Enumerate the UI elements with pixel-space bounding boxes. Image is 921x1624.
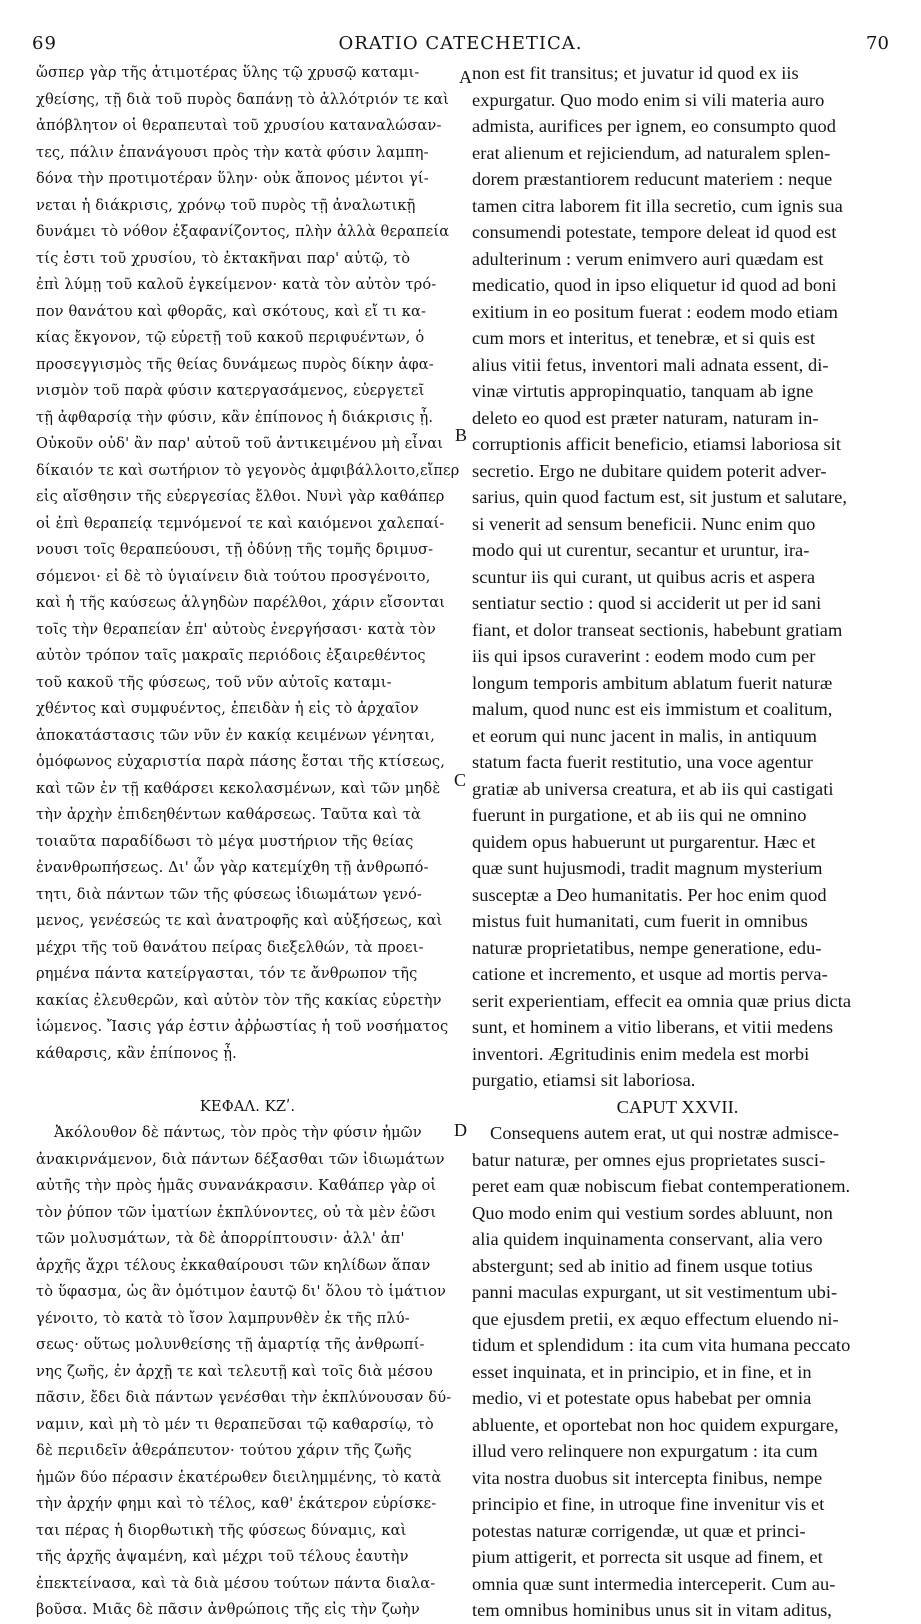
text-line: vinæ virtutis appropinquatio, tanquam ab igne — [472, 381, 814, 401]
text-line: et eorum qui nunc jacent in malis, in antiquum — [472, 725, 818, 746]
text-line: δίκαιόν τε καὶ σωτήριον τὸ γεγονὸς ἀμφιβάλλοιτο,εἴπερ — [36, 461, 460, 479]
text-line: principio et fine, in utroque fine invenitur vis et — [472, 1494, 825, 1514]
text-line: susceptæ a Deo humanitatis. Per hoc enim quod — [472, 884, 827, 905]
text-line: quidem opus habuerunt ut purgarentur. Hæc et — [472, 831, 816, 852]
text-line: προσεγγισμὸς τῆς θείας δυνάμεως πυρὸς δίκην ἀφα- — [36, 355, 434, 373]
spacer — [36, 1067, 459, 1094]
text-line: χθέντος καὶ συμφυέντος, ἐπειδὰν ἡ εἰς τὸ ἀρχαῖον — [36, 700, 419, 717]
text-line: modo qui ut curentur, secantur et uruntur, ira- — [472, 540, 810, 560]
text-line: que ejusdem pretii, ex æquo effectum eluendo ni- — [472, 1308, 839, 1329]
text-line: sentiatur sectio : quod si acciderit ut per id sani — [472, 593, 822, 613]
text-line: νης ζωῆς, ἐν ἀρχῇ τε καὶ τελευτῇ καὶ τοῖς διὰ μέσου — [36, 1362, 433, 1380]
page-header — [0, 0, 921, 56]
text-line: τίς ἐστι τοῦ χρυσίου, τὸ ἐκτακῆναι παρ' αὐτῷ, τὸ — [36, 249, 411, 267]
text-line: Quo modo enim qui vestium sordes abluunt, non — [472, 1202, 833, 1223]
text-line: ἰώμενος. Ἴασις γάρ ἐστιν ἀῤῥωστίας ἡ τοῦ νοσήματος — [36, 1018, 449, 1035]
page-number-right: 70 — [866, 33, 889, 54]
text-line: inventori. Ægritudinis enim medela est morbi — [472, 1043, 810, 1064]
text-line: potestas naturæ corrigendæ, ut quæ et princi- — [472, 1520, 806, 1541]
text-line: ὥσπερ γὰρ τῆς ἀτιμοτέρας ὕλης τῷ χρυσῷ καταμι- — [36, 64, 420, 81]
chapter-heading: ΚΕΦΑΛ. ΚΖʹ. — [199, 1097, 296, 1115]
text-line: cum mors et interitus, et tenebræ, et si quis est — [472, 328, 816, 348]
text-line: deleto eo quod est præter naturam, naturam in- — [472, 407, 819, 428]
text-line: ται πέρας ἡ διορθωτικὴ τῆς φύσεως δύναμις, καὶ — [36, 1521, 407, 1539]
text-line: tidum et splendidum : ita cum vita humana peccato — [472, 1335, 851, 1355]
text-line: esset inquinata, et in principio, et in fine, et in — [472, 1361, 812, 1382]
text-line: νισμὸν τοῦ παρὰ φύσιν κατεργασάμενος, εὐεργετεῖ — [36, 382, 425, 399]
text-line: σόμενοι· εἰ δὲ τὸ ὑγιαίνειν διὰ τούτου προσγένοιτο, — [36, 567, 431, 585]
text-line: medicatio, quod in ipso eliquetur id quod ad boni — [472, 275, 837, 295]
page-number-left: 69 — [32, 33, 57, 54]
text-line: ἀνακιρνάμενον, διὰ πάντων δέξασθαι τῶν ἰδιωμάτων — [36, 1150, 445, 1168]
text-line: τὸν ῥύπον τῶν ἱματίων ἐκπλύνοντες, οὐ τὰ μὲν ἐῶσι — [36, 1203, 437, 1221]
text-line: alius vitii fetus, inventori mali adnata essent, di- — [472, 354, 829, 375]
margin-marker-c: C — [454, 770, 467, 790]
text-line: omnia quæ sunt intermedia interceperit. Cum au- — [472, 1573, 836, 1594]
margin-marker-d: D — [454, 1120, 467, 1140]
text-line: οἱ ἐπὶ θεραπείᾳ τεμνόμενοί τε καὶ καιόμενοι χαλεπαί- — [36, 514, 445, 532]
text-line: δὲ περιιδεῖν ἀθεράπευτον· τούτου χάριν τῆς ζωῆς — [36, 1442, 412, 1459]
text-line: ὁμόφωνος εὐχαριστία παρὰ πάσης ἔσται τῆς κτίσεως, — [36, 753, 446, 770]
text-line: fiant, et dolor transeat sectionis, habebunt gratiam — [472, 619, 843, 640]
text-line: δόνα τὴν προτιμοτέραν ὕλην· οὐκ ἄπονος μέντοι γί- — [36, 170, 429, 187]
text-line: κίας ἔκγονον, τῷ εὑρετῇ τοῦ κακοῦ περιφυέντων, ὁ — [36, 329, 425, 346]
running-title: ORATIO CATECHETICA. — [338, 33, 583, 54]
text-line: γένοιτο, τὸ κατὰ τὸ ἴσον λαμπρυνθὲν ἐκ τῆς πλύ- — [36, 1309, 410, 1327]
text-line: τοῖς τὴν θεραπείαν ἐπ' αὐτοὺς ἐνεργήσασι· κατὰ τὸν — [36, 620, 436, 638]
text-line: serit experientiam, effecit ea omnia quæ prius dicta — [472, 990, 852, 1011]
text-line: panni maculas expurgant, ut sit vestimentum ubi- — [472, 1282, 838, 1302]
text-line: tamen citra laborem fit illa secretio, cum ignis sua — [472, 195, 843, 216]
text-line: ἡμῶν δύο πέρασιν ἑκατέρωθεν διειλημμένης, τὸ κατὰ — [36, 1468, 442, 1486]
text-line: ἐνανθρωπήσεως. Δι' ὧν γὰρ κατεμίχθη τῇ ἀνθρωπό- — [36, 859, 429, 876]
text-line: admista, aurifices per ignem, eo consumpto quod — [472, 116, 836, 136]
text-line: τὴν ἀρχήν φημι καὶ τὸ τέλος, καθ' ἑκάτερον εὑρίσκε- — [36, 1495, 437, 1512]
text-line: statum facta fuerit restitutio, una voce agentur — [472, 752, 813, 772]
text-line: alia quidem inquinamenta conservant, alia vero — [472, 1229, 823, 1249]
text-line: τὴν ἀρχὴν ἐπιδεηθέντων καθάρσεως. Ταῦτα καὶ τὰ — [36, 806, 422, 823]
text-line: Ἀκόλουθον δὲ πάντως, τὸν πρὸς τὴν φύσιν ἡμῶν — [54, 1124, 422, 1141]
text-line: μενος, γενέσεώς τε καὶ ἀνατροφῆς καὶ αὐξήσεως, καὶ — [36, 912, 443, 929]
text-line: expurgatur. Quo modo enim si vili materia auro — [472, 89, 825, 110]
text-line: σεως· οὕτως μολυνθείσης τῇ ἁμαρτίᾳ τῆς ἀνθρωπί- — [36, 1336, 425, 1353]
text-line: τητι, διὰ πάντων τῶν τῆς φύσεως ἰδιωμάτων γενό- — [36, 885, 423, 903]
text-line: καὶ τῶν ἐν τῇ καθάρσει κεκολασμένων, καὶ τῶν μηδὲ — [36, 779, 441, 797]
text-line: sunt, et hominem a vitio liberans, et vitii medens — [472, 1017, 834, 1037]
text-line: consumendi potestate, tempore deleat id quod est — [472, 222, 837, 242]
text-line: ἀρχῆς ἄχρι τέλους ἐκκαθαίρουσι τῶν κηλίδων ἅπαν — [36, 1256, 431, 1274]
text-line: τες, πάλιν ἐπανάγουσι πρὸς τὴν κατὰ φύσιν λαμπη- — [36, 143, 429, 161]
text-line: sarius, quin quod factum est, sit justum et salutare, — [472, 487, 847, 507]
text-line: exitium in eo positum fuerat : eodem modo etiam — [472, 301, 838, 322]
text-line: fuerunt in purgatione, et ab iis qui ne omnino — [472, 805, 807, 825]
text-line: non est fit transitus; et juvatur id quod ex iis — [472, 63, 799, 83]
text-line: gratiæ ab universa creatura, et ab iis qui castigati — [472, 778, 834, 799]
text-line: vita nostra duobus sit intercepta finibus, nempe — [472, 1467, 823, 1488]
text-line: ἐπὶ λύμῃ τοῦ καλοῦ ἐγκείμενον· κατὰ τὸν αὐτὸν τρό- — [36, 276, 437, 293]
text-line: batur naturæ, per omnes ejus proprietates susci- — [472, 1149, 826, 1170]
text-line: τοῦ κακοῦ τῆς φύσεως, τοῦ νῦν αὐτοῖς καταμι- — [36, 673, 392, 691]
chapter-heading: CAPUT XXVII. — [616, 1096, 739, 1117]
text-line: τῆς ἀρχῆς ἁψαμένη, καὶ μέχρι τοῦ τέλους ἑαυτὴν — [36, 1548, 409, 1565]
text-line: iis qui ipsos curaverint : eodem modo cum per — [472, 646, 816, 666]
text-line: εἰς αἴσθησιν τῆς εὐεργεσίας ἔλθοι. Νυνὶ γὰρ καθάπερ — [36, 488, 445, 505]
text-line: αὐτῆς τὴν πρὸς ἡμᾶς συνανάκρασιν. Καθάπερ γὰρ οἱ — [36, 1177, 437, 1194]
text-line: malum, quod nunc est eis immistum et coalitum, — [472, 699, 833, 719]
text-line: χθείσης, τῇ διὰ τοῦ πυρὸς δαπάνῃ τὸ ἀλλότριόν τε καὶ — [36, 90, 449, 108]
text-line: κάθαρσις, κἂν ἐπίπονος ᾖ. — [36, 1044, 237, 1062]
text-line: τῶν μολυσμάτων, τὰ δὲ ἀπορρίπτουσιν· ἀλλ' ἀπ' — [36, 1230, 405, 1247]
text-line: τὸ ὕφασμα, ὡς ἂν ὁμότιμον ἑαυτῷ δι' ὅλου τὸ ἱμάτιον — [36, 1283, 447, 1300]
text-line: ἀπόβλητον οἱ θεραπευταὶ τοῦ χρυσίου καταναλώσαν- — [36, 117, 442, 134]
text-line: pium attigerit, et porrecta sit usque ad finem, et — [472, 1547, 823, 1567]
text-line: νουσι τοῖς θεραπεύουσι, τῇ ὀδύνῃ τῆς τομῆς δριμυσ- — [36, 541, 434, 558]
greek-text-column — [36, 60, 459, 1624]
text-line: catione et incremento, et usque ad mortis perva- — [472, 964, 828, 984]
text-line: adulterinum : verum enimvero auri quædam est — [472, 248, 824, 269]
text-line: καὶ ἡ τῆς καύσεως ἀλγηδὼν παρέλθοι, χάριν εἴσονται — [36, 594, 446, 611]
text-line: abluente, et oportebat non hoc quidem expurgare, — [472, 1414, 839, 1435]
text-line: πον θανάτου καὶ φθορᾶς, καὶ σκότους, καὶ εἴ τι κα- — [36, 302, 427, 320]
text-line: si venerit ad sensum beneficii. Nunc enim quo — [472, 513, 816, 534]
text-line: peret eam quæ nobiscum fiebat contemperationem. — [472, 1176, 851, 1196]
text-line: τῇ ἀφθαρσίᾳ τὴν φύσιν, κἂν ἐπίπονος ἡ διάκρισις ᾖ. — [36, 408, 434, 426]
text-line: ναμιν, καὶ μὴ τὸ μέν τι θεραπεῦσαι τῷ καθαρσίῳ, τὸ — [36, 1415, 434, 1433]
text-line: mistus fuit humanitati, cum fuerit in omnibus — [472, 911, 808, 931]
text-line: Consequens autem erat, ut qui nostræ admisce- — [490, 1123, 840, 1143]
text-line: βοῦσα. Μιᾶς δὲ πᾶσιν ἀνθρώποις τῆς εἰς τὴν ζωὴν — [36, 1601, 420, 1618]
text-line: πᾶσιν, ἔδει διὰ πάντων γενέσθαι τὴν ἐκπλύνουσαν δύ- — [36, 1389, 452, 1406]
margin-marker-b: B — [455, 425, 468, 445]
text-line: naturæ proprietatibus, nempe generatione, edu- — [472, 937, 822, 958]
text-line: secretio. Ergo ne dubitare quidem poterit adver- — [472, 460, 827, 481]
latin-text-column — [472, 60, 883, 1624]
text-line: erat alienum et rejiciendum, ad naturalem splen- — [472, 142, 831, 163]
text-line: dorem præstantiorem reducunt materiem : neque — [472, 169, 833, 189]
text-line: illud vero relinquere non expurgatum : ita cum — [472, 1441, 818, 1461]
text-line: purgatio, etiamsi sit laboriosa. — [472, 1070, 696, 1090]
text-line: scuntur iis qui curant, ut quibus acris et aspera — [472, 566, 816, 587]
text-line: τοιαῦτα παραδίδωσι τὸ μέγα μυστήριον τῆς θείας — [36, 832, 414, 850]
text-line: μέχρι τῆς τοῦ θανάτου πείρας διεξελθών, τὰ προει- — [36, 938, 424, 956]
text-line: αὐτὸν τρόπον ταῖς μακραῖς περιόδοις ἐξαιρεθέντος — [36, 647, 426, 664]
text-line: ἀποκατάστασις τῶν νῦν ἐν κακίᾳ κειμένων γένηται, — [36, 726, 436, 744]
text-line: κακίας ἐλευθερῶν, καὶ αὐτὸν τὸν τῆς κακίας εὑρετὴν — [36, 991, 442, 1009]
text-line: quæ sunt hujusmodi, tradit magnum mysterium — [472, 858, 823, 878]
text-line: medio, vi et potestate opus habebat per omnia — [472, 1388, 812, 1408]
text-line: abstergunt; sed ab initio ad finem usque totius — [472, 1255, 813, 1276]
text-line: longum temporis ambitum ablatum fuerit naturæ — [472, 672, 833, 693]
margin-marker-a: A — [459, 67, 472, 87]
text-line: corruptionis afficit beneficio, etiamsi laboriosa sit — [472, 434, 841, 454]
text-line: δυνάμει τὸ νόθον ἐξαφανίζοντος, πλὴν ἀλλὰ θεραπεία — [36, 223, 450, 240]
text-line: ρημένα πάντα κατείργασται, τόν τε ἄνθρωπον τῆς — [36, 965, 418, 982]
text-line: tem omnibus hominibus unus sit in vitam aditus, — [472, 1600, 832, 1620]
text-line: νεται ἡ διάκρισις, χρόνῳ τοῦ πυρὸς τῇ ἀναλωτικῇ — [36, 196, 416, 214]
text-line: Οὐκοῦν οὐδ' ἂν παρ' αὐτοῦ τοῦ ἀντικειμένου μὴ εἶναι — [36, 435, 444, 452]
text-line: ἐπεκτείνασα, καὶ τὰ διὰ μέσου τούτων πάντα διαλα- — [36, 1574, 436, 1592]
